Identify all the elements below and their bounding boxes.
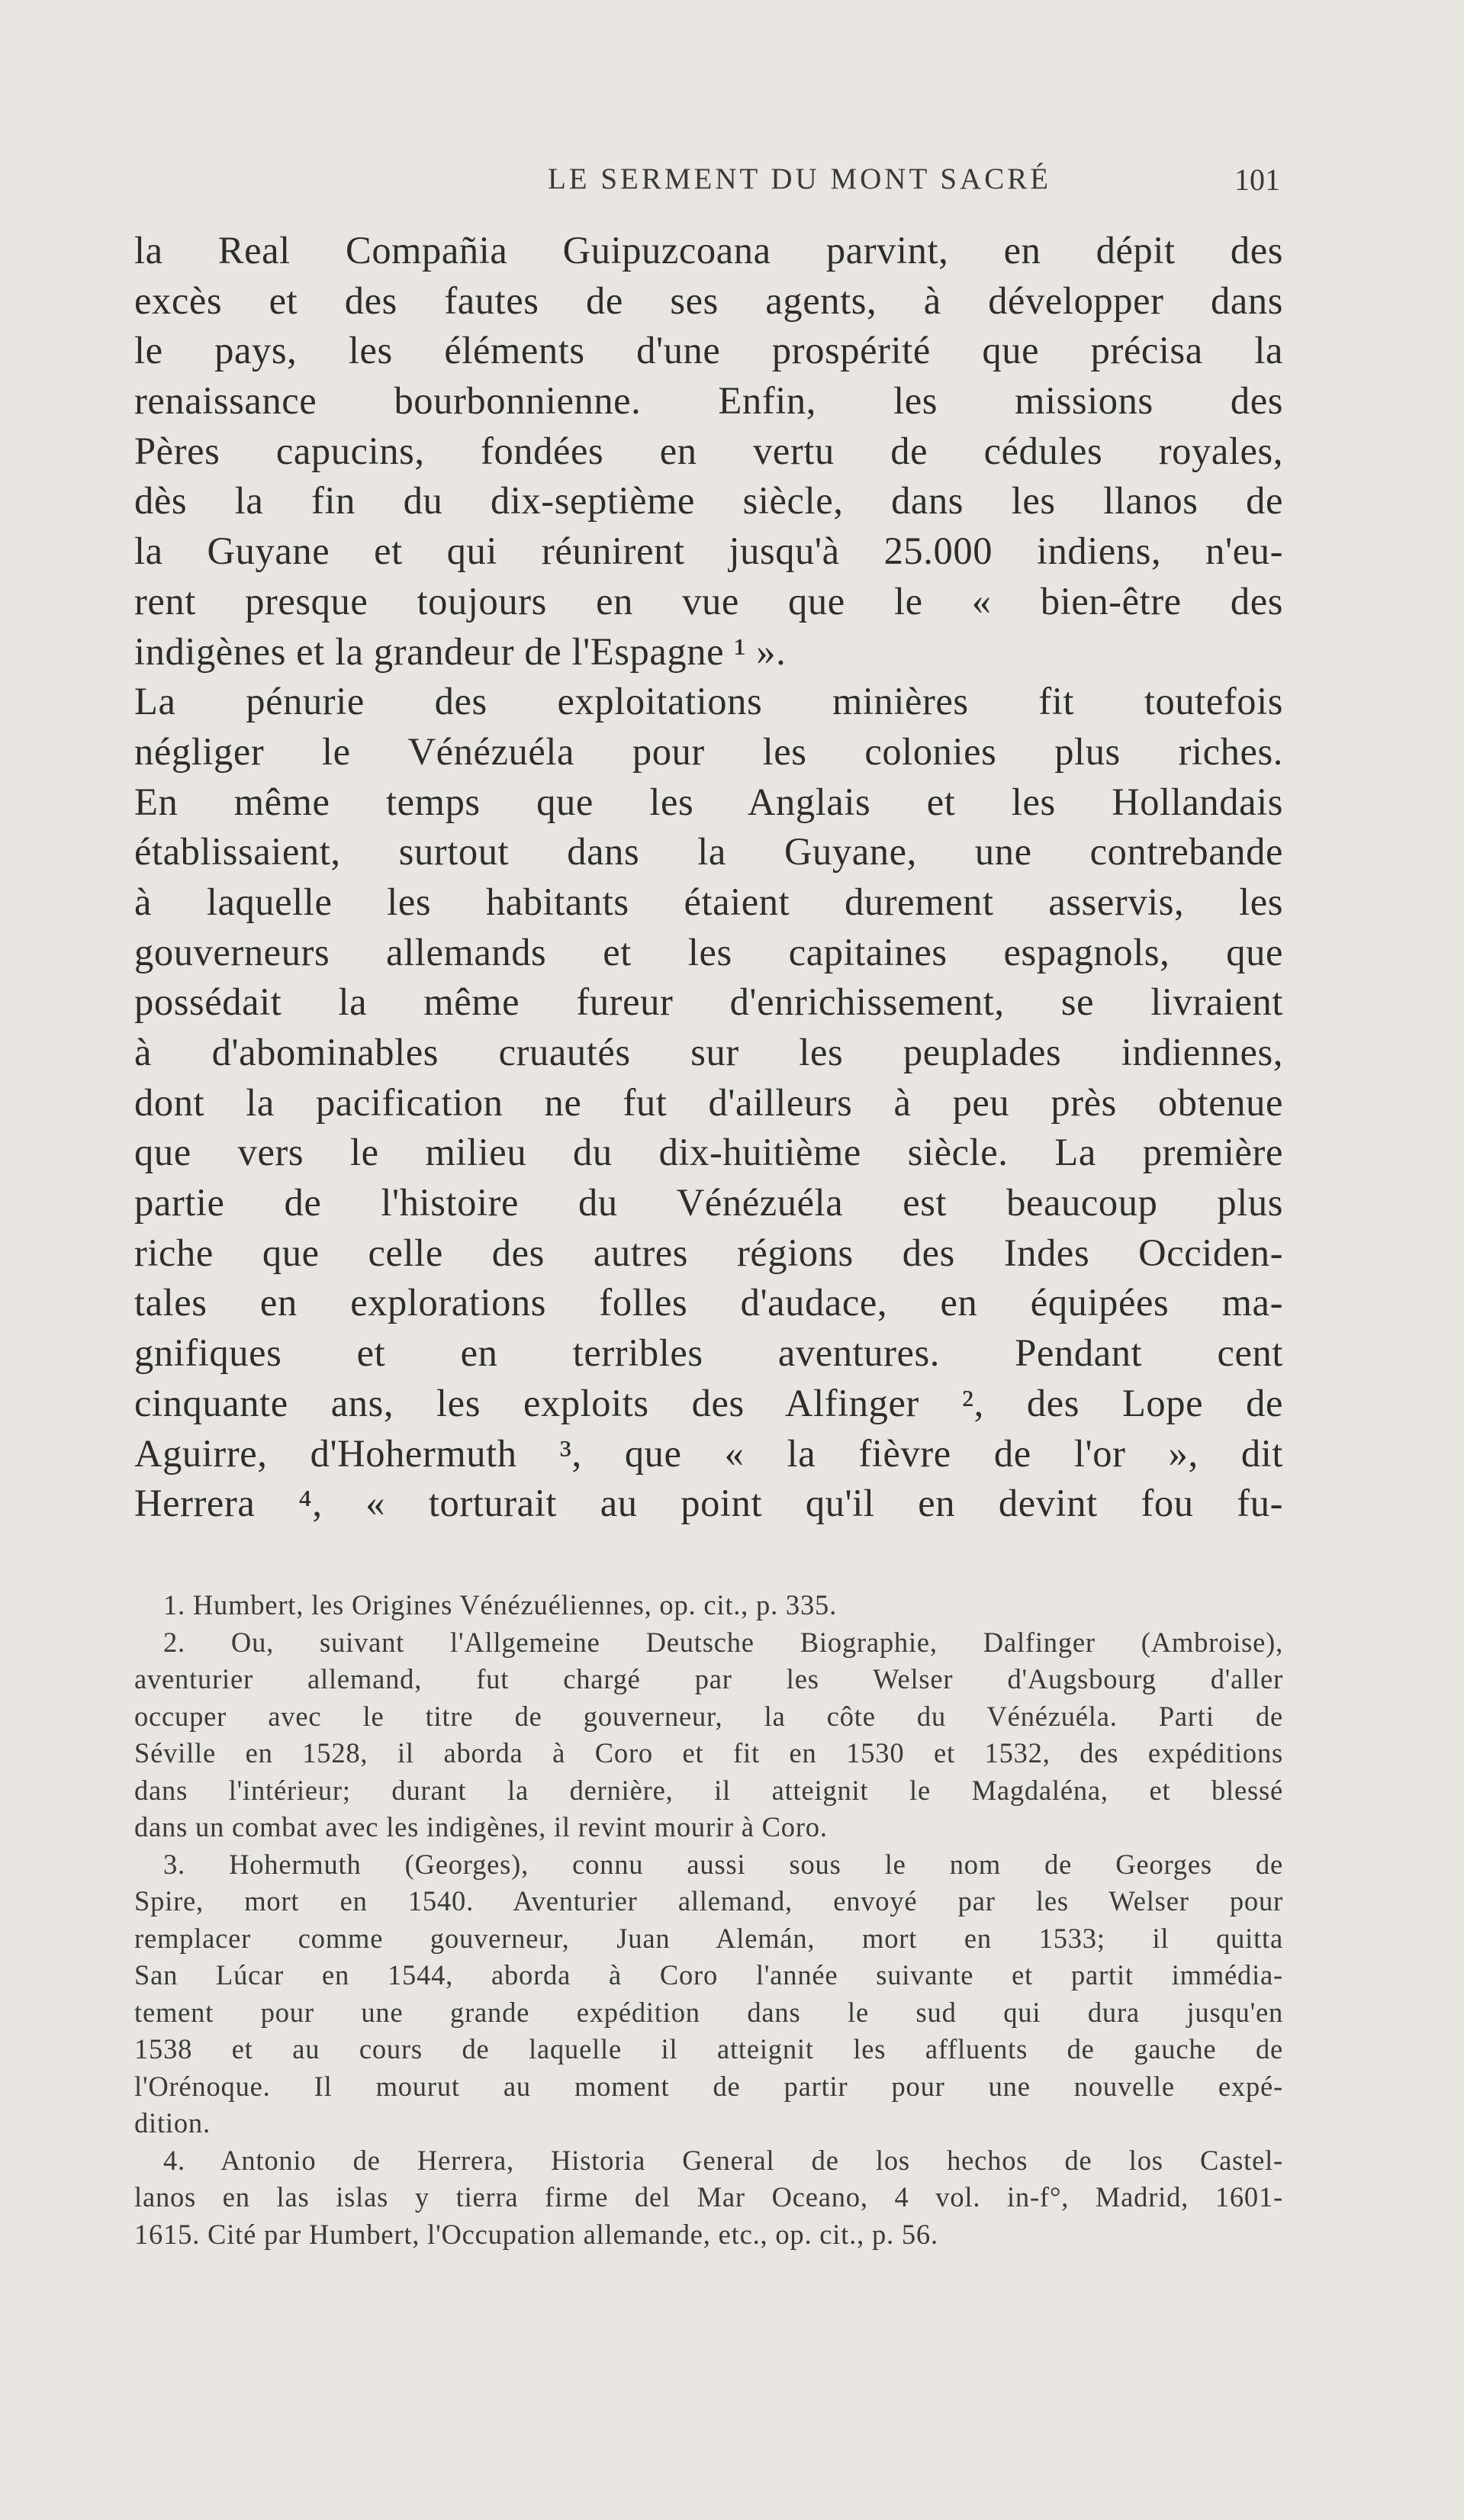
footnote-line: San Lúcar en 1544, aborda à Coro l'année suivante et partit immédia- [134,1959,1283,1991]
body-line: à laquelle les habitants étaient durement asservis, les [134,880,1283,923]
body-line: riche que celle des autres régions des Indes Occiden- [134,1231,1283,1274]
footnote-line: 2. Ou, suivant l'Allgemeine Deutsche Biographie, Dalfinger (Ambroise), [163,1626,1283,1658]
footnote-line: Spire, mort en 1540. Aventurier allemand, envoyé par les Welser pour [134,1885,1283,1917]
footnote-line: 4. Antonio de Herrera, Historia General de los hechos de los Castel- [163,2144,1283,2176]
body-line: indigènes et la grandeur de l'Espagne ¹ ». [134,629,787,673]
footnote-line: 1538 et au cours de laquelle il atteignit les affluents de gauche de [134,2033,1283,2065]
body-line: partie de l'histoire du Vénézuéla est beaucoup plus [134,1181,1283,1225]
body-line: rent presque toujours en vue que le « bien-être des [134,579,1283,623]
body-line: la Real Compañia Guipuzcoana parvint, en dépit des [134,229,1283,272]
body-line: cinquante ans, les exploits des Alfinger ², des Lope de [134,1381,1283,1424]
body-line: Aguirre, d'Hohermuth ³, que « la fièvre de l'or », dit [134,1431,1283,1475]
body-line: excès et des fautes de ses agents, à développer dans [134,278,1283,322]
footnote-line: occuper avec le titre de gouverneur, la côte du Vénézuéla. Parti de [134,1700,1283,1732]
body-line: négliger le Vénézuéla pour les colonies plus riches. [134,729,1283,773]
body-line: Pères capucins, fondées en vertu de cédules royales, [134,429,1283,472]
body-line: Herrera ⁴, « torturait au point qu'il en devint fou fu- [134,1482,1283,1525]
body-line: possédait la même fureur d'enrichissement, se livraient [134,980,1283,1024]
body-line: établissaient, surtout dans la Guyane, une contrebande [134,830,1283,874]
body-text [134,226,1283,1529]
body-line: la Guyane et qui réunirent jusqu'à 25.000 indiens, n'eu- [134,529,1283,573]
body-line: En même temps que les Anglais et les Hollandais [134,780,1283,823]
body-line: à d'abominables cruautés sur les peuplades indiennes, [134,1031,1283,1073]
body-line: le pays, les éléments d'une prospérité que précisa la [134,329,1283,372]
footnote-line: dans un combat avec les indigènes, il revint mourir à Coro. [134,1811,828,1843]
footnote-line: lanos en las islas y tierra firme del Mar Oceano, 4 vol. in-f°, Madrid, 1601- [134,2181,1283,2213]
footnote-line: remplacer comme gouverneur, Juan Alemán, mort en 1533; il quitta [134,1922,1283,1954]
running-title: LE SERMENT DU MONT SACRÉ [547,163,1052,195]
body-line: gouverneurs allemands et les capitaines espagnols, que [134,930,1283,974]
running-head [136,162,1280,208]
footnote-line: dition. [134,2107,211,2139]
footnote-line: tement pour une grande expédition dans le sud qui dura jusqu'en [134,1996,1283,2028]
body-line: gnifiques et en terribles aventures. Pendant cent [134,1331,1283,1375]
body-line: dès la fin du dix-septième siècle, dans les llanos de [134,479,1283,523]
footnotes [134,1587,1283,2253]
footnote-line: 1615. Cité par Humbert, l'Occupation allemande, etc., op. cit., p. 56. [134,2218,938,2250]
body-line: renaissance bourbonnienne. Enfin, les missions des [134,379,1283,423]
footnote-line: dans l'intérieur; durant la dernière, il atteignit le Magdaléna, et blessé [134,1774,1283,1806]
body-line: dont la pacification ne fut d'ailleurs à peu près obtenue [134,1080,1283,1124]
footnote-line: Séville en 1528, il aborda à Coro et fit en 1530 et 1532, des expéditions [134,1737,1283,1769]
body-line: tales en explorations folles d'audace, en équipées ma- [134,1281,1283,1324]
page-number: 101 [1234,163,1280,197]
footnote-line: 1. Humbert, les Origines Vénézuéliennes, op. cit., p. 335. [163,1589,838,1620]
footnote-line: 3. Hohermuth (Georges), connu aussi sous le nom de Georges de [163,1848,1283,1880]
body-line: La pénurie des exploitations minières fit toutefois [134,680,1283,723]
footnote-line: aventurier allemand, fut chargé par les Welser d'Augsbourg d'aller [134,1663,1283,1694]
footnote-line: l'Orénoque. Il mourut au moment de partir pour une nouvelle expé- [134,2070,1283,2102]
body-line: que vers le milieu du dix-huitième siècle. La première [134,1131,1283,1174]
